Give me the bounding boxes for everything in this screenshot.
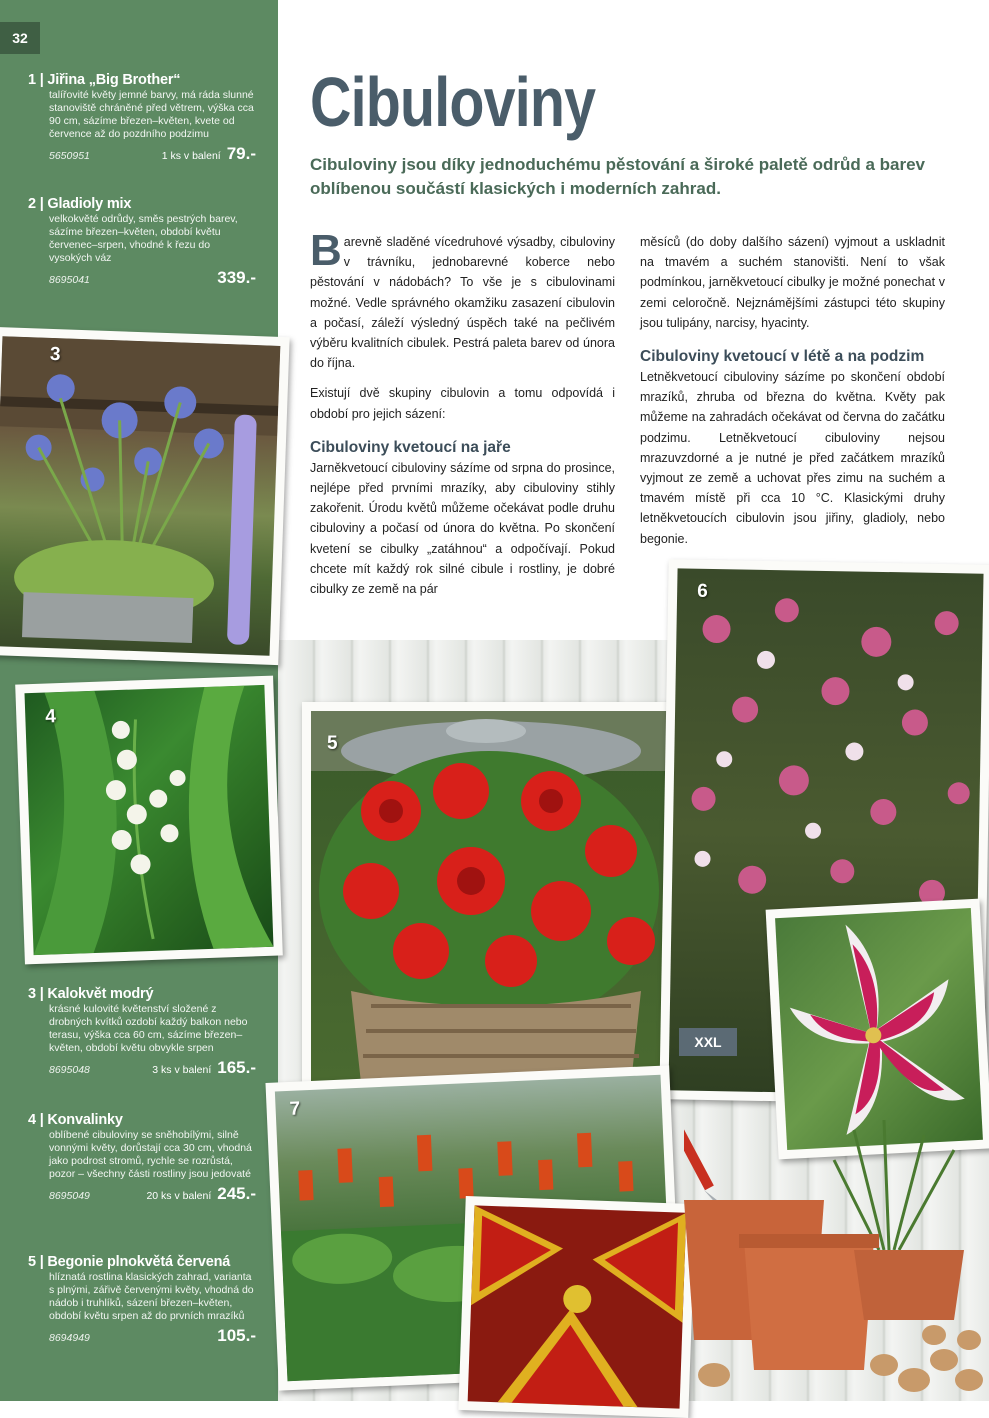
product-code: 5650951: [49, 150, 90, 162]
product-price-row: [49, 144, 256, 164]
xxl-badge: XXL: [679, 1028, 737, 1056]
product-description: hlíznatá rostlina klasických zahrad, varianta s plnými, zářivě červenými květy, vhodná do nádob i truhlíků, sázení březen–květen, období květu srpen až do prvních mrazíků: [49, 1271, 254, 1322]
product-price-row: [49, 1058, 256, 1078]
product-title: 4 | Konvalinky: [28, 1112, 123, 1128]
photo-label: 3: [49, 343, 61, 366]
photo-agapanthus: [0, 327, 290, 665]
product-price-row: [49, 1184, 256, 1204]
product-price-row: [49, 268, 256, 288]
product-code: 8695041: [49, 274, 90, 286]
intro-paragraph: [310, 226, 615, 373]
product-price: 339.-: [217, 268, 256, 287]
page-title: Cibuloviny: [310, 63, 596, 141]
article-column-right: [640, 232, 945, 559]
product-item: [28, 986, 256, 1078]
product-price: 245.-: [217, 1184, 256, 1203]
product-pack: 3 ks v balení: [152, 1064, 212, 1076]
product-description: oblíbené cibuloviny se sněhobílými, silně vonnými květy, dorůstají cca 30 cm, vhodná jako podrost stromů, rychle se rozrůstá, pozor – všechny části rostliny jsou jedovaté: [49, 1129, 252, 1180]
begonias-illustration: [311, 711, 667, 1083]
product-title: 3 | Kalokvět modrý: [28, 986, 154, 1002]
product-code: 8695048: [49, 1064, 90, 1076]
product-price-row: [49, 1326, 256, 1346]
coleus-leaves-illustration: [468, 1205, 687, 1408]
page-number: 32: [0, 22, 40, 54]
product-pack: 20 ks v balení: [146, 1190, 212, 1202]
section-text: Letněkvetoucí cibuloviny sázíme po skončení období mrazíků, zhruba od března do května. Květy pak můžeme na zahradách očekávat od června do začátku podzimu. Letněkvetoucí cibuloviny nejsou mrazuvzdorné a je nutné je před začátkem mrazíků vyjmout ze země a uchovat přes zimu na suchém a tmavém místě při cca 10 °C. Klasickými druhy letněkvetoucích cibulovin jsou jiřiny, gladioly, nebo begonie.: [640, 370, 945, 546]
product-title: 2 | Gladioly mix: [28, 196, 132, 212]
photo-begonias: [302, 702, 676, 1092]
intro-text: arevně sladěné vícedruhové výsadby, cibuloviny v trávníku, jednobarevné koberce nebo pěstování v nádobách? To vše je s cibulovinami možné. Vedle správného okamžiku zasazení cibulovin a počasí, záleží výsledný úspěch také na pečlivém výběru kvalitních cibulek. Pestrá paleta barev od února do října.: [310, 235, 615, 371]
section-heading: Cibuloviny kvetoucí na jaře: [310, 438, 511, 456]
article-column-left: [310, 226, 615, 609]
photo-lily-of-the-valley: [15, 676, 283, 965]
product-code: 8694949: [49, 1332, 90, 1344]
photo-label: 4: [44, 706, 57, 728]
paragraph: Existují dvě skupiny cibulovin a tomu odpovídá i období pro jejich sázení:: [310, 386, 615, 421]
section-text-continued: měsíců (do doby dalšího sázení) vyjmout a uskladnit na tmavém a suchém stanovišti. Není to však podmínkou, jarněkvetoucí cibulky je možné ponechat v zemi celoročně. Nejznámějšími zástupci této skupiny jsou tulipány, narcisy, hyacinty.: [640, 235, 945, 330]
section-text: Jarněkvetoucí cibuloviny sázíme od srpna do prosince, nejlépe před prvními mrazíky, aby cibuloviny stihly zakořenit. Úrodu květů můžeme očekávat podle druhu cibuloviny a počasí od února do května. Po skončení kvetení se cibulky „zatáhnou“ a odpočívají. Pokud chcete mít každý rok silné cibule i rostliny, je dobré cibulky ze země na pár: [310, 460, 615, 597]
product-price: 165.-: [217, 1058, 256, 1077]
product-description: krásné kulovité květenství složené z drobných kvítků ozdobí každý balkon nebo terasu, výška cca 60 cm, sázíme březen–květen, období květu obvykle srpen: [49, 1003, 248, 1054]
product-item: [28, 1254, 256, 1346]
section-heading: Cibuloviny kvetoucí v létě a na podzim: [640, 348, 925, 366]
photo-terracotta-pots: [684, 1110, 989, 1401]
product-code: 8695049: [49, 1190, 90, 1202]
dropcap: B: [310, 226, 342, 275]
lily-of-the-valley-illustration: [25, 685, 274, 955]
product-title: 5 | Begonie plnokvětá červená: [28, 1254, 231, 1270]
product-item: [28, 196, 256, 288]
photo-label: 5: [327, 733, 338, 754]
product-description: talířovité květy jemné barvy, má ráda slunné stanoviště chráněné před větrem, výška cca 90 cm, sázíme březen–květen, kvete od července až do pozdního podzimu: [49, 89, 254, 140]
product-title: 1 | Jiřina „Big Brother“: [28, 72, 181, 88]
agapanthus-illustration: [0, 336, 280, 656]
lead-paragraph: Cibuloviny jsou díky jednoduchému pěstování a široké paletě odrůd a barev oblíbenou součástí klasických i moderních zahrad.: [310, 155, 925, 198]
product-price: 79.-: [226, 144, 256, 163]
photo-coleus-leaves: [458, 1196, 695, 1418]
photo-label: 6: [696, 580, 708, 602]
product-item: [28, 72, 256, 164]
product-pack: 1 ks v balení: [161, 150, 221, 162]
photo-label: 7: [289, 1098, 301, 1120]
product-price: 105.-: [217, 1326, 256, 1345]
product-description: velkokvěté odrůdy, směs pestrých barev, sázíme březen–květen, období květu červenec–srpen, vhodné k řezu do vysokých váz: [49, 213, 238, 264]
product-item: [28, 1112, 256, 1204]
terracotta-pots-illustration: [684, 1110, 989, 1401]
